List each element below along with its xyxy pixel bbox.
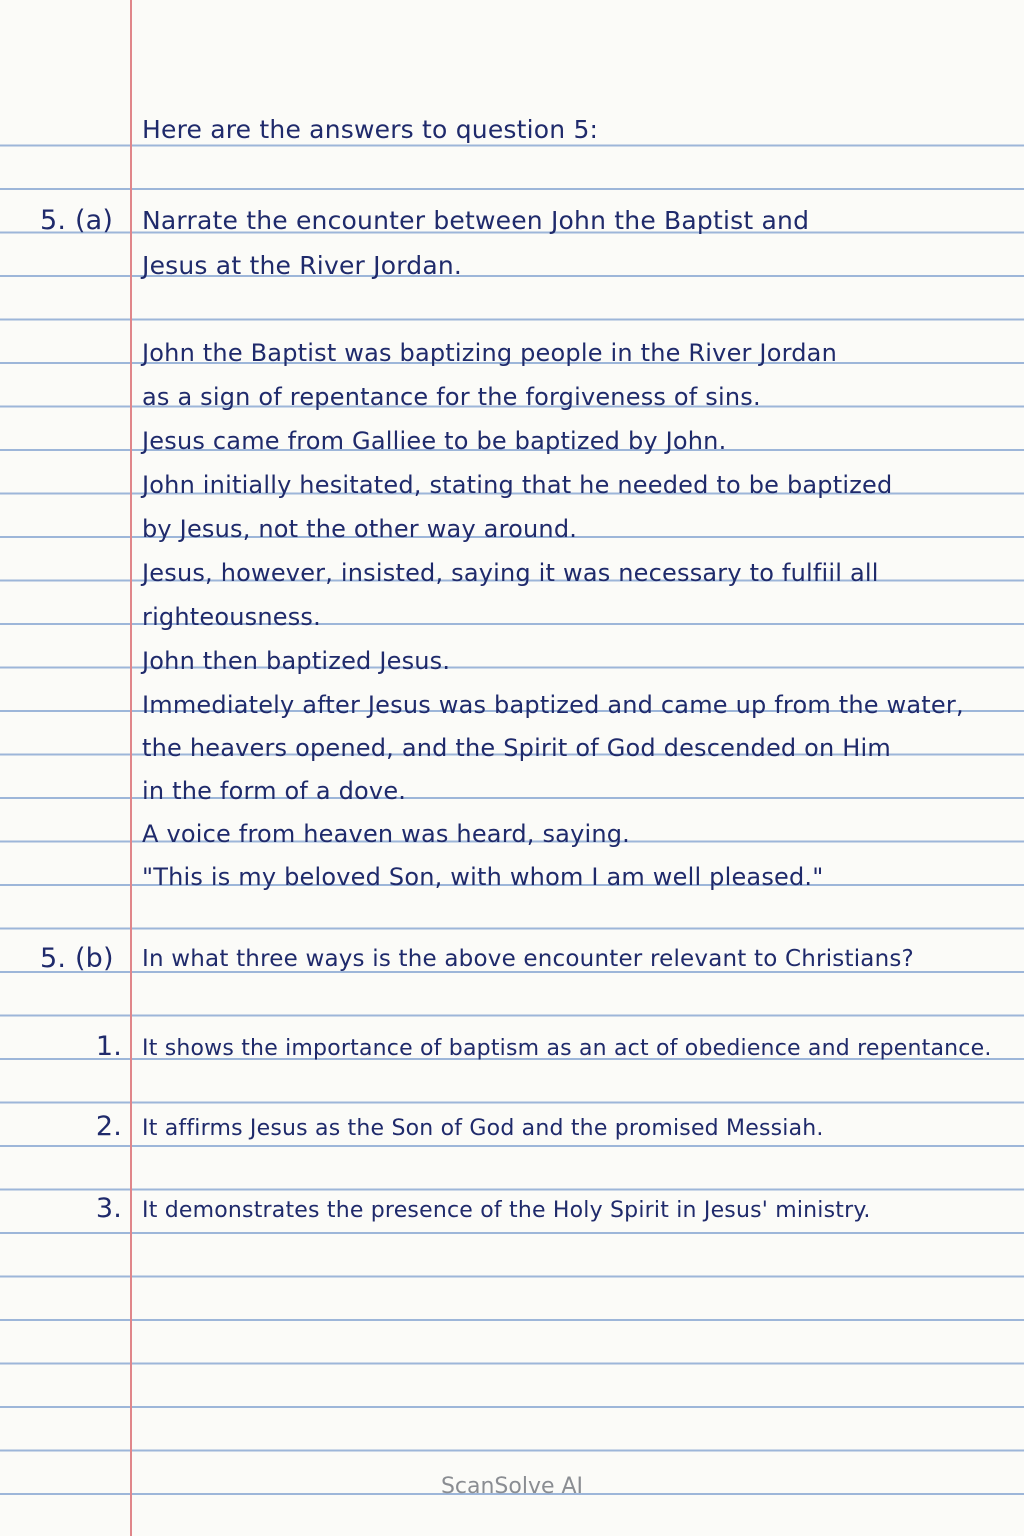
answer-line: A voice from heaven was heard, saying. (142, 820, 631, 848)
relevance-answer: It demonstrates the presence of the Holy Spirit in Jesus' ministry. (142, 1198, 871, 1223)
answer-line: as a sign of repentance for the forgiveness of sins. (142, 383, 761, 411)
intro-text: Here are the answers to question 5: (142, 115, 599, 144)
answer-line: John the Baptist was baptizing people in the River Jordan (142, 339, 837, 367)
footer-watermark: ScanSolve AI (440, 1474, 584, 1499)
part-b-label: 5. (b) (40, 943, 114, 974)
answer-line: Immediately after Jesus was baptized and came up from the water, (142, 691, 964, 719)
answer-line: the heavers opened, and the Spirit of God descended on Him (142, 734, 891, 762)
answer-number: 1. (95, 1031, 122, 1062)
answer-line: righteousness. (142, 603, 321, 631)
answer-line: John then baptized Jesus. (142, 647, 451, 675)
answer-line: Jesus came from Galliee to be baptized by John. (142, 427, 727, 455)
answer-number: 2. (95, 1111, 122, 1142)
relevance-answer: It shows the importance of baptism as an act of obedience and repentance. (142, 1036, 992, 1061)
answer-line: Jesus, however, insisted, saying it was necessary to fulfiil all (142, 559, 879, 587)
answer-number: 3. (95, 1193, 122, 1224)
answer-line: in the form of a dove. (142, 777, 407, 805)
part-a-question-line: Narrate the encounter between John the Baptist and (142, 206, 810, 235)
relevance-answer: It affirms Jesus as the Son of God and the promised Messiah. (142, 1116, 824, 1141)
answer-line: by Jesus, not the other way around. (142, 515, 578, 543)
answer-line: "This is my beloved Son, with whom I am well pleased." (142, 863, 824, 891)
margin-line (130, 0, 132, 1536)
part-b-question: In what three ways is the above encounter relevant to Christians? (142, 946, 914, 972)
answer-line: John initially hesitated, stating that he needed to be baptized (142, 471, 893, 499)
part-a-question-line: Jesus at the River Jordan. (142, 251, 463, 280)
part-a-label: 5. (a) (40, 205, 114, 236)
